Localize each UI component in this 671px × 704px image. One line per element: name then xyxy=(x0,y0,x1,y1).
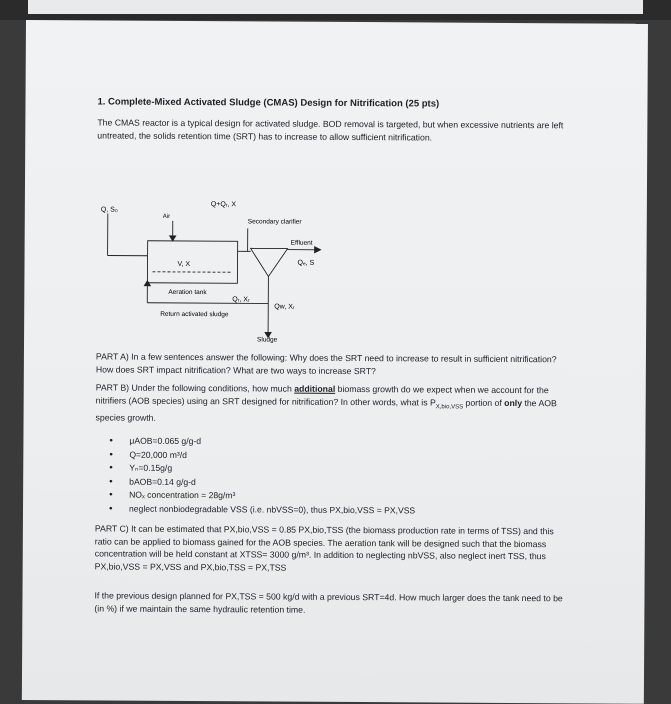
list-item: • Yₙ=0.15g/g xyxy=(109,462,415,477)
intro-paragraph: The CMAS reactor is a typical design for activated sludge. BOD removal is targeted, but when excessive nutrients are left untreated, the solids retention time (SRT) has to increase to allow sufficient nitrification. xyxy=(97,116,567,144)
part-a: PART A) In a few sentences answer the following: Why does the SRT need to increase to result in sufficient nitrification? How does SRT impact nitrification? What are two ways to increase SRT? xyxy=(96,350,566,378)
return-line xyxy=(147,303,268,304)
list-item: • neglect nonbiodegradable VSS (i.e. nbVSS=0), thus PX,bio,VSS = PX,VSS xyxy=(109,502,415,517)
part-b xyxy=(96,381,566,426)
conditions-list xyxy=(109,435,416,518)
list-item: • Q=20,000 m³/d xyxy=(109,448,415,463)
problem-title: 1. Complete-Mixed Activated Sludge (CMAS) Design for Nitrification (25 pts) xyxy=(97,96,439,109)
part-b-text1: PART B) Under the following conditions, how much xyxy=(96,382,295,393)
part-c: PART C) It can be estimated that PX,bio,VSS = 0.85 PX,bio,TSS (the biomass production rate in terms of TSS) and this ratio can be applied to biomass gained for the AOB species. The aeration tank will be designed such that the biomass concentration will be held constant at XTSS= 3000 g/m³. In addition to neglecting nbVSS, also neglect inert TSS, thus PX,bio,VSS = PX,VSS and PX,bio,TSS = PX,TSS xyxy=(95,522,565,575)
list-item: • NOₓ concentration = 28g/m³ xyxy=(109,489,415,504)
air-label: Air xyxy=(163,214,170,220)
list-item: • μAOB=0.065 g/g-d xyxy=(109,435,415,450)
recycle-flow-label: Q+Qᵣ, X xyxy=(211,201,237,208)
part-b-emphasis: additional xyxy=(294,384,335,394)
aeration-tank-shape xyxy=(147,241,237,284)
part-b-only: only xyxy=(504,398,522,408)
influent-label: Q, S₀ xyxy=(101,206,118,213)
clarifier-shape xyxy=(250,248,287,276)
part-c-question: If the previous design planned for PX,TSS = 500 kg/d with a previous SRT=4d. How much larger does the tank need to be (in %) if we maintain the same hydraulic retention time. xyxy=(94,589,564,617)
return-sludge-label: Return activated sludge xyxy=(160,311,229,318)
waste-vars: Qw, Xᵣ xyxy=(274,304,295,311)
effluent-label: Effluent xyxy=(291,240,313,247)
part-b-text4: the AOB species growth. xyxy=(96,398,557,423)
clarifier-label: Secondary clarifier xyxy=(248,218,303,225)
part-b-text2: biomass growth do we expect when we account for the nitrifiers (AOB species) using an SRT designed for nitrification? In other words, what is P xyxy=(96,384,549,407)
cmas-diagram xyxy=(92,175,333,346)
effluent-vars: Qₑ, S xyxy=(297,260,314,267)
part-b-text3: portion of xyxy=(463,397,504,407)
previous-page-edge xyxy=(28,0,643,14)
aeration-tank-label: Aeration tank xyxy=(168,289,207,296)
sludge-label: Sludge xyxy=(257,336,278,343)
tank-vars: V, X xyxy=(177,261,190,268)
list-item: • bAOB=0.14 g/g-d xyxy=(109,475,415,490)
document-page xyxy=(22,20,648,704)
part-b-subscript: X,bio,VSS xyxy=(436,404,463,410)
return-vars: Qᵣ, Xᵣ xyxy=(232,296,250,303)
